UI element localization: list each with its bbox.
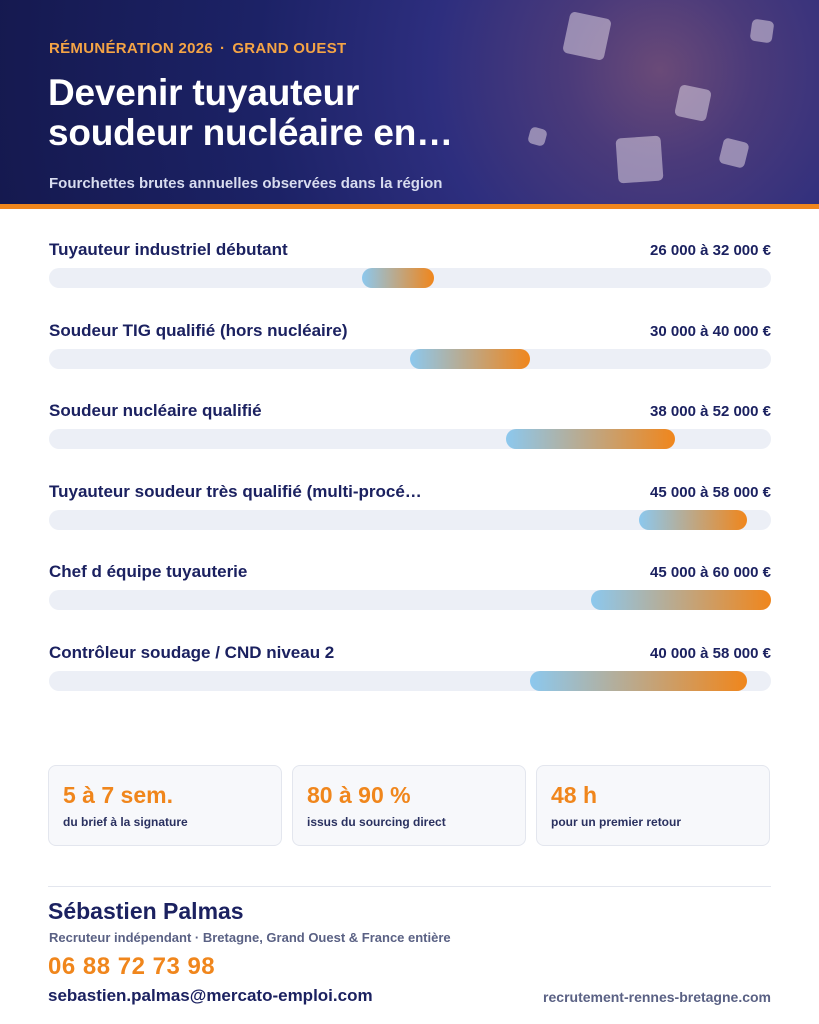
- stat-caption: du brief à la signature: [63, 815, 188, 829]
- row-label: Tuyauteur soudeur très qualifié (multi-procé…: [49, 481, 422, 501]
- stat-caption: issus du sourcing direct: [307, 815, 446, 829]
- salary-row: [49, 643, 771, 699]
- decorative-square-icon: [750, 19, 775, 44]
- range-bar: [410, 349, 530, 369]
- decorative-square-icon: [718, 137, 750, 169]
- row-label: Tuyauteur industriel débutant: [49, 240, 288, 259]
- range-track: [49, 671, 771, 691]
- stat-value: 80 à 90 %: [307, 782, 411, 808]
- decorative-square-icon: [562, 11, 612, 61]
- range-track: [49, 510, 771, 530]
- eyebrow-region: GRAND OUEST: [232, 40, 347, 57]
- decorative-square-icon: [615, 135, 663, 183]
- range-track: [49, 349, 771, 369]
- row-value-label: 38 000 à 52 000 €: [650, 403, 771, 420]
- stat-card: [48, 765, 282, 846]
- decorative-square-icon: [674, 84, 712, 122]
- stat-value: 48 h: [551, 782, 598, 808]
- eyebrow-topic: RÉMUNÉRATION 2026: [49, 40, 214, 57]
- eyebrow: [49, 40, 346, 57]
- row-label: Soudeur nucléaire qualifié: [49, 401, 262, 420]
- page-subtitle: Fourchettes brutes annuelles observées dans la région: [49, 175, 443, 192]
- range-bar: [530, 671, 747, 691]
- contact-phone-link[interactable]: 06 88 72 73 98: [48, 953, 216, 980]
- contact-name: Sébastien Palmas: [48, 898, 244, 924]
- range-bar: [506, 429, 674, 449]
- range-bar: [591, 590, 772, 610]
- row-value-label: 45 000 à 58 000 €: [650, 483, 771, 501]
- salary-row: [49, 482, 771, 538]
- contact-website-link[interactable]: recrutement-rennes-bretagne.com: [543, 989, 771, 1005]
- header-banner: [0, 0, 819, 204]
- stat-value: 5 à 7 sem.: [63, 782, 173, 808]
- row-label: Chef d équipe tuyauterie: [49, 562, 248, 581]
- eyebrow-separator: ·: [220, 40, 226, 57]
- row-value-label: 30 000 à 40 000 €: [650, 322, 771, 340]
- row-value-label: 40 000 à 58 000 €: [650, 644, 771, 662]
- range-track: [49, 429, 771, 449]
- stat-card: [536, 765, 770, 846]
- range-bar: [639, 510, 747, 530]
- range-bar: [362, 268, 434, 288]
- salary-row: [49, 240, 771, 296]
- row-label: Contrôleur soudage / CND niveau 2: [49, 642, 335, 662]
- salary-row: [49, 401, 771, 457]
- row-label: Soudeur TIG qualifié (hors nucléaire): [49, 320, 348, 340]
- stats-row: [48, 765, 771, 846]
- range-track: [49, 268, 771, 288]
- salary-row: [49, 321, 771, 377]
- page-title-line-2: soudeur nucléaire en…: [48, 112, 453, 153]
- stat-caption: pour un premier retour: [551, 815, 682, 829]
- stat-card: [292, 765, 526, 846]
- salary-row: [49, 562, 771, 618]
- page-title: [48, 73, 568, 153]
- header-accent-stripe: [0, 204, 819, 209]
- contact-email-link[interactable]: sebastien.palmas@mercato-emploi.com: [48, 986, 373, 1005]
- range-track: [49, 590, 771, 610]
- row-value-label: 26 000 à 32 000 €: [650, 242, 771, 259]
- contact-role: Recruteur indépendant · Bretagne, Grand Ouest & France entière: [49, 930, 451, 945]
- row-value-label: 45 000 à 60 000 €: [650, 564, 771, 581]
- page-title-line-1: Devenir tuyauteur: [48, 72, 360, 113]
- divider: [48, 886, 771, 887]
